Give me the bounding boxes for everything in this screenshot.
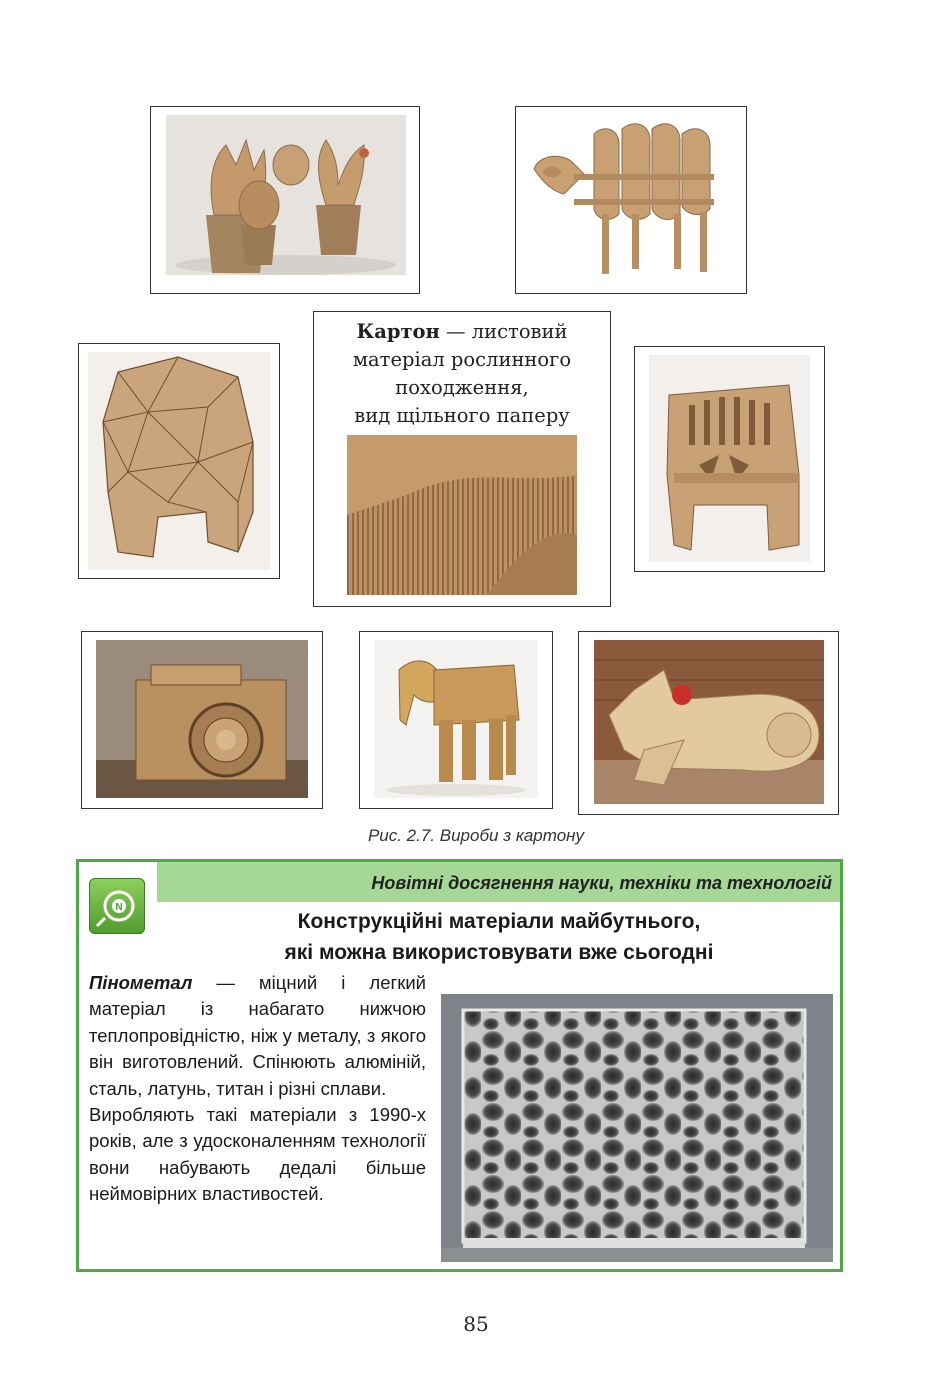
- news-paragraph-2: Виробляють такі матеріали з 1990-х років, але з удосконаленням технології вони набувають дедалі більше неймовірних властивостей.: [89, 1104, 426, 1205]
- definition-box: [313, 311, 611, 607]
- cardboard-definition: [322, 318, 602, 430]
- definition-line2: матеріал рослинного: [352, 348, 572, 371]
- page-number: 85: [463, 1312, 489, 1336]
- svg-text:N: N: [115, 902, 123, 913]
- news-band-label: Новітні досягнення науки, техніки та технологій: [157, 862, 840, 902]
- figure-caption: Рис. 2.7. Вироби з картону: [367, 826, 585, 845]
- definition-line3: походження,: [395, 376, 529, 399]
- definition-line4: вид щільного паперу: [354, 404, 570, 427]
- news-title-line2: які можна використовувати вже сьогодні: [284, 941, 714, 964]
- news-paragraph-1-text: — міцний і легкий матеріал із набагато нижчою теплопровідністю, ніж у металу, з якого він виготовлений. Спінюють алюміній, сталь, латунь, титан і різні сплави.: [89, 972, 426, 1099]
- corrugated-cardboard-photo: [347, 435, 577, 595]
- news-badge-icon: [89, 878, 145, 934]
- metal-foam-photo: [441, 994, 833, 1262]
- cardboard-elephant-photo: [374, 640, 538, 798]
- cardboard-airplane-photo: [594, 640, 824, 804]
- cardboard-cacti-photo: [166, 115, 406, 275]
- news-body: [89, 970, 426, 1208]
- news-title-line1: Конструкційні матеріали майбутнього,: [297, 910, 701, 933]
- news-term: Пінометал: [89, 972, 193, 993]
- science-news-box: [76, 859, 843, 1272]
- news-title: [229, 906, 769, 968]
- cardboard-geometric-armchair-photo: [88, 352, 270, 570]
- definition-term: Картон: [356, 320, 440, 343]
- cardboard-slatted-chair-photo: [649, 355, 810, 562]
- news-paragraph-1: [89, 970, 426, 1102]
- definition-line1: — листовий: [439, 320, 568, 343]
- cardboard-sheep-shelf-photo: [524, 114, 738, 286]
- cardboard-camera-photo: [96, 640, 308, 798]
